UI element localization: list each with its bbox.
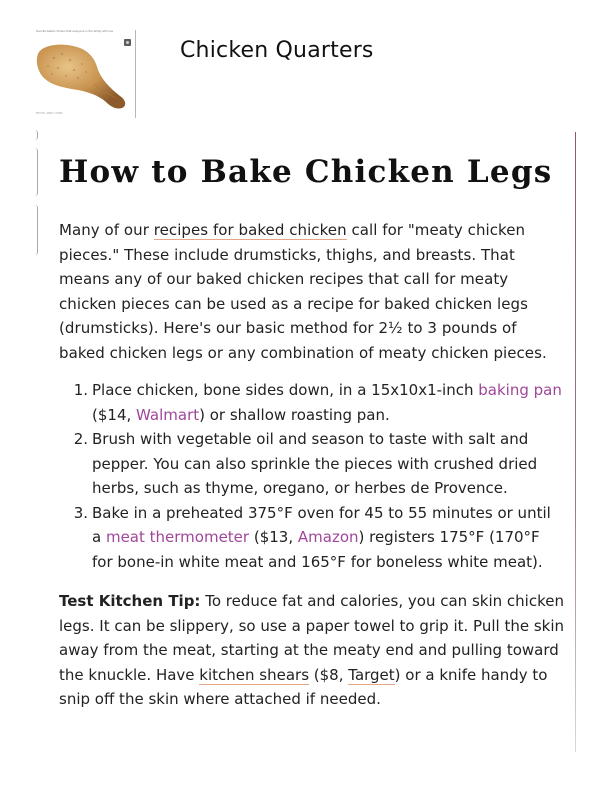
right-divider — [575, 132, 576, 752]
step-number: 3. — [73, 503, 88, 522]
bracket-mark — [34, 148, 38, 196]
step-text: ($14, — [92, 405, 137, 424]
tip-label: Test Kitchen Tip: — [59, 592, 201, 610]
bracket-mark — [34, 205, 38, 255]
intro-text: Many of our — [59, 221, 154, 239]
article-heading: How to Bake Chicken Legs — [59, 154, 553, 190]
step-item — [59, 501, 564, 575]
tip-text: To reduce fat and calories, you can skin chicken legs. It can be slippery, so use a paper towel to grip it. Pull the skin away from the meat, starting at the meaty end and pulling toward the knuckle. Have — [59, 592, 565, 684]
steps-list — [59, 378, 564, 574]
recipes-link[interactable]: recipes for baked chicken — [153, 221, 347, 239]
meat-thermometer-link[interactable]: meat thermometer — [105, 528, 250, 546]
chicken-leg-image — [34, 40, 134, 110]
amazon-link[interactable]: Amazon — [297, 528, 359, 546]
tip-text: ) or a knife handy to snip off the skin where attached if needed. — [59, 665, 548, 708]
intro-paragraph — [59, 218, 564, 365]
step-number: 2. — [73, 430, 88, 448]
thumbnail-divider — [135, 30, 136, 118]
step-item — [59, 427, 564, 501]
baking-pan-link[interactable]: baking pan — [478, 381, 562, 399]
step-text: ($13, — [249, 528, 298, 546]
walmart-link[interactable]: Walmart — [136, 405, 200, 424]
recipe-thumbnail[interactable] — [34, 28, 136, 120]
kitchen-shears-link[interactable]: kitchen shears — [199, 665, 310, 684]
article — [59, 150, 564, 712]
test-kitchen-tip — [59, 589, 564, 712]
target-link[interactable]: Target — [348, 665, 395, 684]
step-number: 1. — [73, 381, 88, 399]
thumbnail-caption: favorite baked chicken that everyone in the family will love — [36, 30, 113, 33]
step-item — [59, 378, 564, 427]
step-text: Brush with vegetable oil and season to taste with salt and pepper. You can also sprinkle the pieces with crushed dried herbs, such as thyme, oregano, or herbes de Provence. — [92, 430, 538, 497]
step-text: ) registers 175°F (170°F for bone-in white meat and 165°F for boneless white meat). — [92, 528, 543, 571]
intro-text: call for "meaty chicken pieces." These include drumsticks, thighs, and breasts. That means any of our baked chicken recipes that call for meaty chicken pieces can be used as a recipe for baked chicken legs (drumsticks). Here's our basic method for 2½ to 3 pounds of baked chicken legs or any combination of meaty chicken pieces. — [59, 221, 547, 362]
step-text: Place chicken, bone sides down, in a 15x10x1-inch — [92, 381, 479, 399]
pin-icon[interactable] — [124, 39, 131, 46]
step-text: Bake in a preheated 375°F oven for 45 to 55 minutes or until a — [92, 503, 551, 546]
section-label: Chicken Quarters — [180, 38, 374, 63]
step-text: ) or shallow roasting pan. — [199, 405, 390, 424]
tip-text: ($8, — [309, 665, 349, 684]
bracket-mark — [34, 130, 38, 140]
photo-credit: PHOTO: ANDY LYONS — [36, 112, 63, 115]
